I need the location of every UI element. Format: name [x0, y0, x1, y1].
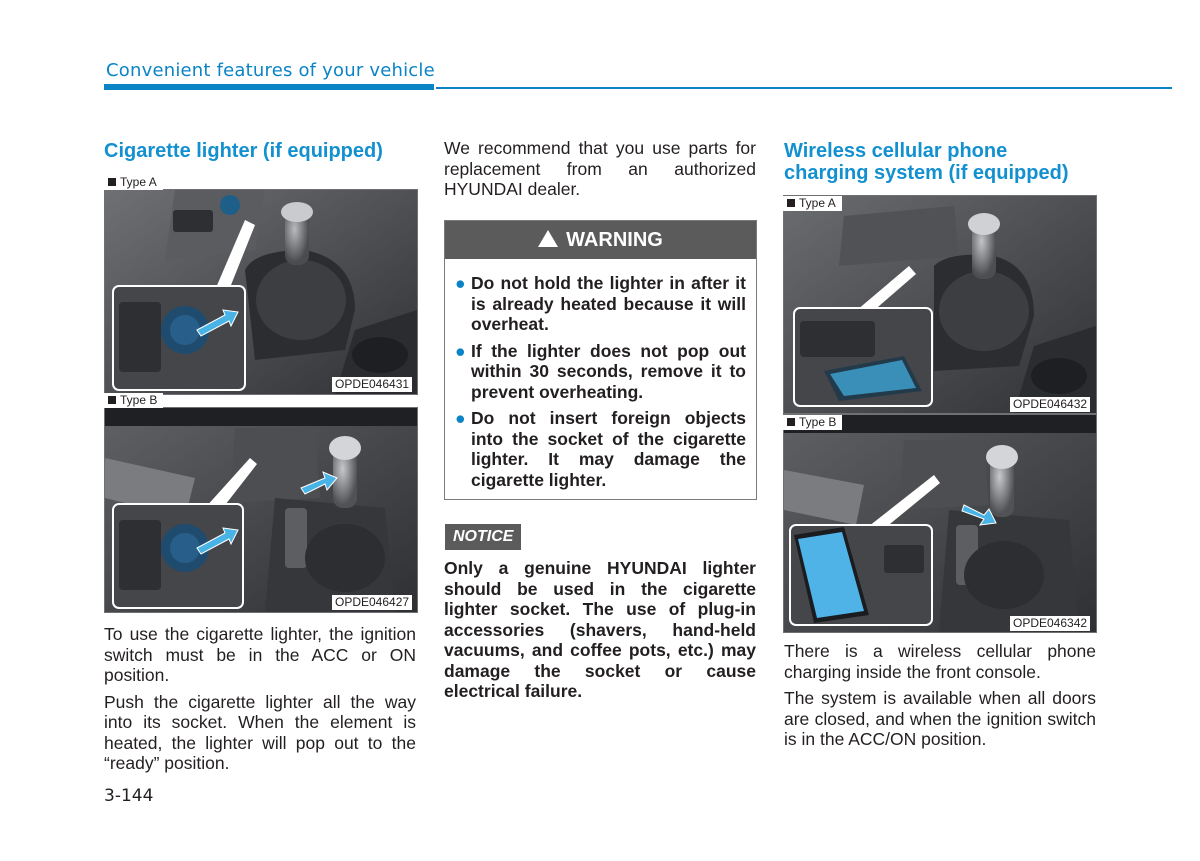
figure-code: OPDE046342 [1010, 616, 1090, 631]
type-a-label-text: Type A [120, 175, 157, 189]
bullet-icon: ● [455, 408, 466, 428]
header-rule-thin [436, 87, 1172, 89]
square-icon [787, 199, 795, 207]
console-illustration [784, 196, 1096, 413]
console-illustration [105, 408, 417, 612]
lighter-type-a-figure [104, 189, 418, 395]
warning-icon [538, 230, 558, 247]
bullet-icon: ● [455, 273, 466, 293]
console-illustration [105, 190, 417, 394]
header-rule-thick [104, 84, 434, 90]
charger-type-b-figure [783, 414, 1097, 633]
bullet-icon: ● [455, 340, 466, 361]
wireless-charging-description [784, 641, 1096, 756]
paragraph: Push the cigarette lighter all the way into its socket. When the element is heated, the lighter will pop out to the “ready” position. [104, 691, 416, 773]
paragraph: The system is available when all doors are closed, and when the ignition switch is in the ACC/ON position. [784, 688, 1096, 749]
warning-item-text: Do not hold the lighter in after it is already heated because it will overheat. [471, 273, 746, 334]
warning-title: WARNING [566, 229, 663, 251]
paragraph: There is a wireless cellular phone charging inside the front console. [784, 641, 1096, 682]
console-illustration [784, 415, 1096, 632]
page-number: 3-144 [104, 786, 154, 806]
warning-header [445, 221, 756, 259]
lighter-type-b-figure [104, 407, 418, 613]
figure-code: OPDE046427 [332, 595, 412, 610]
type-a-label-text: Type A [799, 196, 836, 210]
section-title: Convenient features of your vehicle [106, 60, 435, 81]
warning-box [444, 220, 757, 500]
warning-list [445, 259, 756, 506]
square-icon [787, 418, 795, 426]
type-a-label [104, 175, 163, 190]
square-icon [108, 178, 116, 186]
type-b-label-text: Type B [120, 393, 158, 407]
wireless-charging-heading: Wireless cellular phone charging system (if equipped) [784, 140, 1069, 184]
type-b-label [104, 393, 163, 408]
square-icon [108, 396, 116, 404]
paragraph: To use the cigarette lighter, the ignition switch must be in the ACC or ON position. [104, 624, 416, 685]
warning-item-text: Do not insert foreign objects into the socket of the cigarette lighter. It may damage the cigarette lighter. [471, 408, 746, 490]
lighter-instructions [104, 624, 416, 780]
figure-code: OPDE046432 [1010, 397, 1090, 412]
notice-label: NOTICE [445, 524, 521, 550]
type-a-label [783, 196, 842, 211]
notice-text: Only a genuine HYUNDAI lighter should be used in the cigarette lighter socket. The use of plug-in accessories (shavers, hand-held vacuums, and coffee pots, etc.) may damage the socket or cause electrical failure. [444, 558, 756, 701]
list-item [455, 273, 746, 335]
list-item [455, 341, 746, 403]
warning-item-text: If the lighter does not pop out within 30 seconds, remove it to prevent overheating. [471, 340, 746, 402]
cigarette-lighter-heading: Cigarette lighter (if equipped) [104, 140, 383, 162]
charger-type-a-figure [783, 195, 1097, 414]
replacement-note: We recommend that you use parts for replacement from an authorized HYUNDAI dealer. [444, 138, 756, 199]
figure-code: OPDE046431 [332, 377, 412, 392]
type-b-label [783, 415, 842, 430]
list-item [455, 408, 746, 490]
type-b-label-text: Type B [799, 415, 837, 429]
